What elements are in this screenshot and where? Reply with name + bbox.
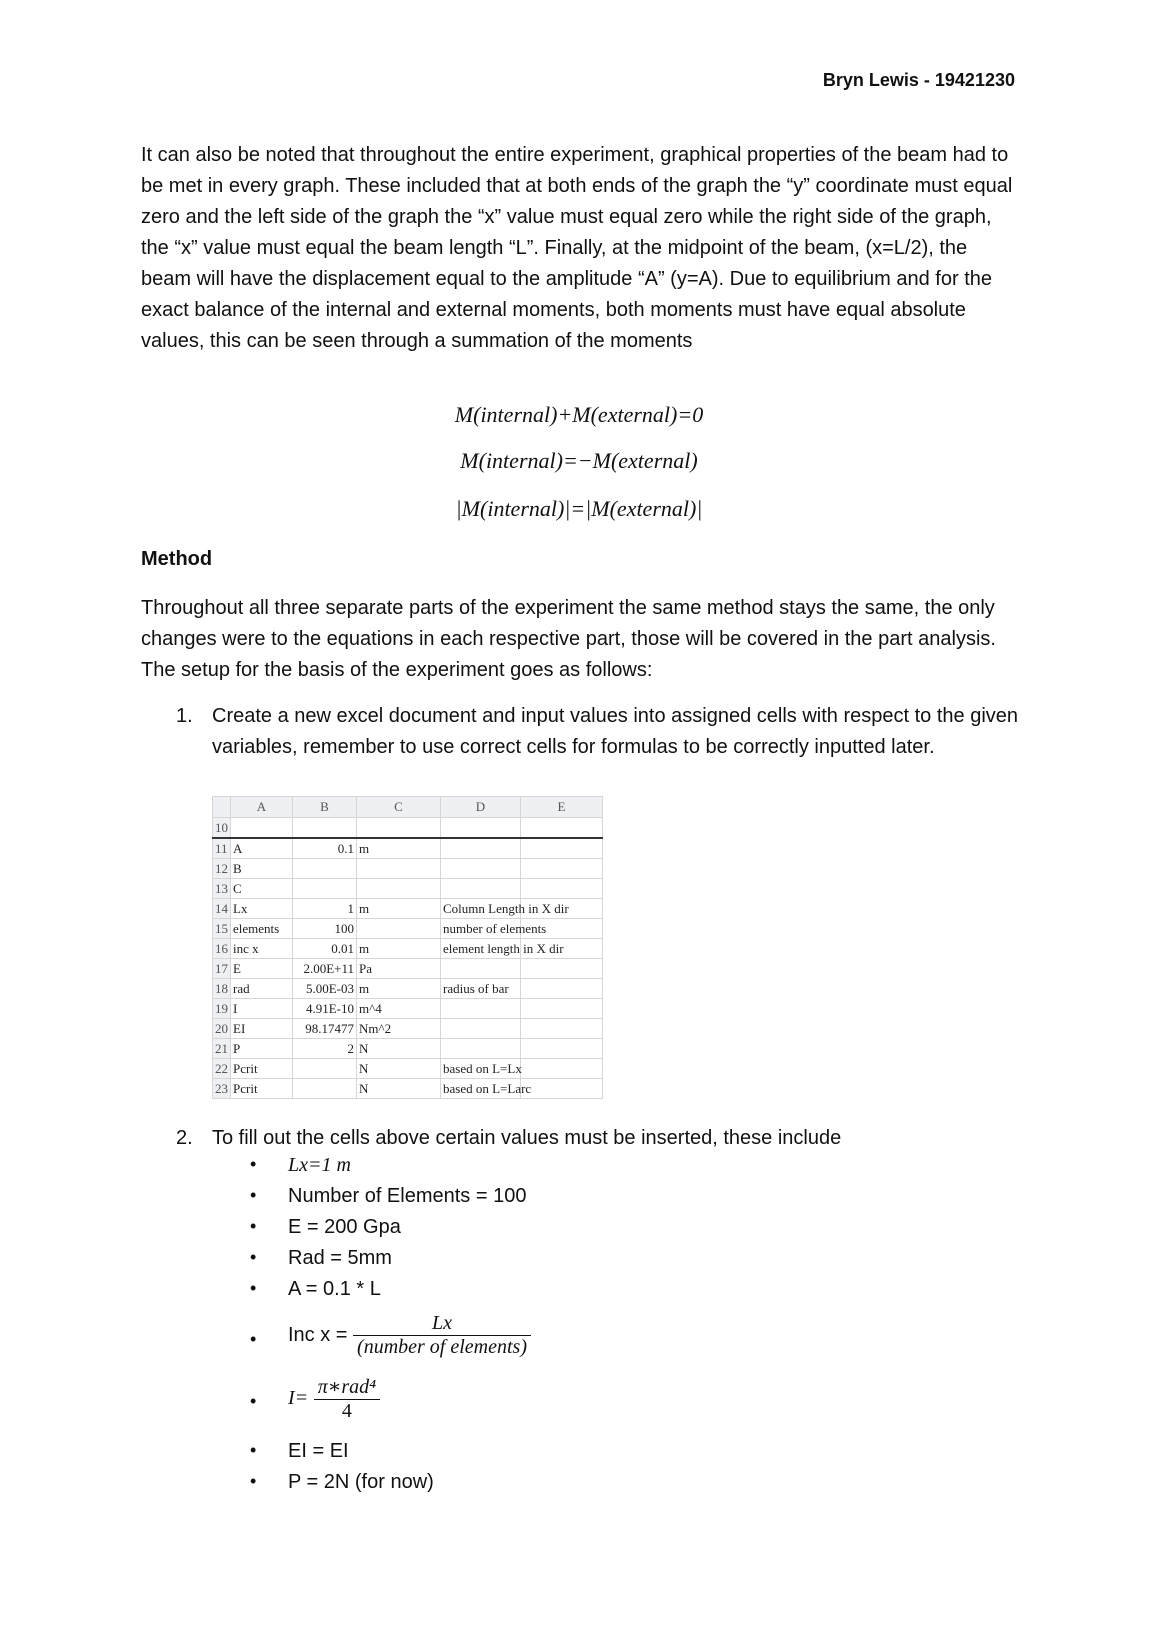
row-header: 12: [213, 859, 231, 879]
cell-a: Pcrit: [231, 1079, 293, 1099]
cell-a: [231, 818, 293, 839]
cell-a: E: [231, 959, 293, 979]
incx-denominator: (number of elements): [357, 1336, 527, 1358]
bullet-lx: [250, 1154, 750, 1185]
row-header: 11: [213, 838, 231, 859]
cell-d: [441, 999, 521, 1019]
row-header: 22: [213, 1059, 231, 1079]
cell-c: N: [357, 1059, 441, 1079]
cell-d: [441, 818, 521, 839]
row-header: 20: [213, 1019, 231, 1039]
bullet-dot: •: [250, 1216, 257, 1236]
spreadsheet-row: [213, 959, 603, 979]
cell-e: [521, 1019, 603, 1039]
cell-c: Nm^2: [357, 1019, 441, 1039]
step-2-number: 2.: [176, 1127, 193, 1149]
cell-c: m^4: [357, 999, 441, 1019]
bullet-elements: [250, 1185, 750, 1216]
bullet-dot: •: [250, 1247, 257, 1267]
corner-cell: [213, 797, 231, 818]
bullet-incx-formula: [288, 1312, 531, 1359]
cell-a: B: [231, 859, 293, 879]
step-2-text: To fill out the cells above certain values must be inserted, these include: [212, 1127, 842, 1149]
cell-d: [441, 1019, 521, 1039]
cell-b: [293, 859, 357, 879]
cell-b: [293, 1079, 357, 1099]
bullet-dot: •: [250, 1391, 257, 1411]
spreadsheet-row: [213, 939, 603, 959]
cell-a: C: [231, 879, 293, 899]
cell-c: [357, 859, 441, 879]
cell-e: [521, 959, 603, 979]
bullet-ei-text: EI = EI: [288, 1440, 349, 1462]
row-header: 18: [213, 979, 231, 999]
cell-c: [357, 818, 441, 839]
author-header: Bryn Lewis - 19421230: [822, 70, 1015, 90]
i-numerator: π∗rad⁴: [314, 1374, 380, 1400]
bullet-dot: •: [250, 1329, 257, 1349]
cell-d: Column Length in X dir: [441, 899, 521, 919]
incx-fraction: [353, 1312, 531, 1359]
row-header: 21: [213, 1039, 231, 1059]
column-header: C: [357, 797, 441, 818]
cell-c: m: [357, 899, 441, 919]
method-intro-paragraph: Throughout all three separate parts of the experiment the same method stays the same, the only changes were to the equations in each respective part, those will be covered in the part analysis. The setup for the basis of the experiment goes as follows:: [141, 597, 996, 681]
cell-b: 0.01: [293, 939, 357, 959]
incx-numerator: Lx: [353, 1312, 531, 1336]
row-header: 15: [213, 919, 231, 939]
step-1-number: 1.: [176, 705, 193, 727]
spreadsheet-row: [213, 1019, 603, 1039]
column-header: B: [293, 797, 357, 818]
spreadsheet-row: [213, 979, 603, 999]
cell-c: m: [357, 979, 441, 999]
spreadsheet-row: [213, 838, 603, 859]
spreadsheet-row: [213, 899, 603, 919]
cell-b: 0.1: [293, 838, 357, 859]
cell-d: element length in X dir: [441, 939, 521, 959]
cell-c: N: [357, 1039, 441, 1059]
bullet-dot: •: [250, 1440, 257, 1460]
cell-e: [521, 1039, 603, 1059]
cell-e: [521, 838, 603, 859]
spreadsheet-row: [213, 1059, 603, 1079]
cell-d: [441, 879, 521, 899]
cell-e: [521, 859, 603, 879]
cell-e: [521, 818, 603, 839]
bullet-p: [250, 1471, 750, 1502]
bullet-incx: [250, 1312, 750, 1372]
equation-moment-abs: |M(internal)|=|M(external)|: [455, 496, 703, 521]
cell-c: N: [357, 1079, 441, 1099]
row-header: 13: [213, 879, 231, 899]
row-header: 23: [213, 1079, 231, 1099]
bullet-elements-text: Number of Elements = 100: [288, 1185, 527, 1207]
bullet-lx-text: Lx=1 m: [288, 1154, 351, 1176]
column-header: E: [521, 797, 603, 818]
equation-moment-sum: M(internal)+M(external)=0: [454, 402, 704, 427]
bullet-e-text: E = 200 Gpa: [288, 1216, 401, 1238]
paragraph-graph-properties: It can also be noted that throughout the entire experiment, graphical properties of the beam had to be met in every graph. These included that at both ends of the graph the “y” coordinate must equal zero and the left side of the graph the “x” value must equal zero while the right side of the graph, the “x” value must equal the beam length “L”. Finally, at the midpoint of the beam, (x=L/2), the beam will have the displacement equal to the amplitude “A” (y=A). Due to equilibrium and for the exact balance of the internal and external moments, both moments must have equal absolute values, this can be seen through a summation of the moments: [141, 144, 1013, 352]
cell-a: I: [231, 999, 293, 1019]
cell-c: [357, 879, 441, 899]
cell-a: elements: [231, 919, 293, 939]
cell-b: 4.91E-10: [293, 999, 357, 1019]
cell-b: [293, 879, 357, 899]
cell-e: [521, 1059, 603, 1079]
cell-a: Pcrit: [231, 1059, 293, 1079]
incx-label: Inc x =: [288, 1324, 348, 1346]
spreadsheet-screenshot: [212, 796, 602, 1096]
spreadsheet-row: [213, 919, 603, 939]
cell-b: 2: [293, 1039, 357, 1059]
i-label: I=: [288, 1387, 309, 1409]
bullet-ei: [250, 1440, 750, 1471]
cell-d: [441, 959, 521, 979]
method-heading: Method: [141, 548, 213, 570]
cell-d: [441, 859, 521, 879]
spreadsheet-row: [213, 859, 603, 879]
spreadsheet-row: [213, 999, 603, 1019]
i-fraction: [314, 1374, 380, 1423]
column-header: D: [441, 797, 521, 818]
column-header-row: [213, 797, 603, 818]
bullet-a: [250, 1278, 750, 1309]
i-denominator: 4: [341, 1400, 352, 1422]
bullet-i-formula: [288, 1374, 380, 1423]
row-header: 16: [213, 939, 231, 959]
cell-a: Lx: [231, 899, 293, 919]
cell-b: [293, 1059, 357, 1079]
cell-c: [357, 919, 441, 939]
cell-d: based on L=Larc: [441, 1079, 521, 1099]
row-header: 14: [213, 899, 231, 919]
cell-b: 2.00E+11: [293, 959, 357, 979]
cell-e: [521, 979, 603, 999]
step-1-text: Create a new excel document and input values into assigned cells with respect to the given variables, remember to use correct cells for formulas to be correctly inputted later.: [212, 705, 1019, 758]
spreadsheet-body: [213, 818, 603, 1099]
cell-c: m: [357, 838, 441, 859]
bullet-a-text: A = 0.1 * L: [288, 1278, 381, 1300]
row-header: 19: [213, 999, 231, 1019]
bullet-rad-text: Rad = 5mm: [288, 1247, 392, 1269]
bullet-dot: •: [250, 1154, 257, 1174]
cell-d: [441, 838, 521, 859]
cell-d: radius of bar: [441, 979, 521, 999]
equation-moment-equal: M(internal)=−M(external): [460, 448, 698, 473]
cell-c: Pa: [357, 959, 441, 979]
bullet-dot: •: [250, 1185, 257, 1205]
cell-e: [521, 1079, 603, 1099]
spreadsheet-table: [212, 796, 603, 1099]
spreadsheet-row: [213, 879, 603, 899]
cell-d: based on L=Lx: [441, 1059, 521, 1079]
spreadsheet-row: [213, 1079, 603, 1099]
cell-b: [293, 818, 357, 839]
column-header: A: [231, 797, 293, 818]
bullet-dot: •: [250, 1278, 257, 1298]
spreadsheet-row: [213, 818, 603, 839]
row-header: 17: [213, 959, 231, 979]
bullet-e: [250, 1216, 750, 1247]
cell-a: A: [231, 838, 293, 859]
bullet-p-text: P = 2N (for now): [288, 1471, 434, 1493]
cell-a: EI: [231, 1019, 293, 1039]
cell-b: 1: [293, 899, 357, 919]
cell-e: [521, 879, 603, 899]
cell-e: [521, 999, 603, 1019]
cell-b: 98.17477: [293, 1019, 357, 1039]
row-header: 10: [213, 818, 231, 839]
cell-a: inc x: [231, 939, 293, 959]
bullet-rad: [250, 1247, 750, 1278]
cell-d: [441, 1039, 521, 1059]
cell-a: P: [231, 1039, 293, 1059]
cell-b: 100: [293, 919, 357, 939]
cell-b: 5.00E-03: [293, 979, 357, 999]
cell-a: rad: [231, 979, 293, 999]
cell-c: m: [357, 939, 441, 959]
spreadsheet-row: [213, 1039, 603, 1059]
bullet-i: [250, 1374, 750, 1434]
bullet-dot: •: [250, 1471, 257, 1491]
cell-d: number of elements: [441, 919, 521, 939]
